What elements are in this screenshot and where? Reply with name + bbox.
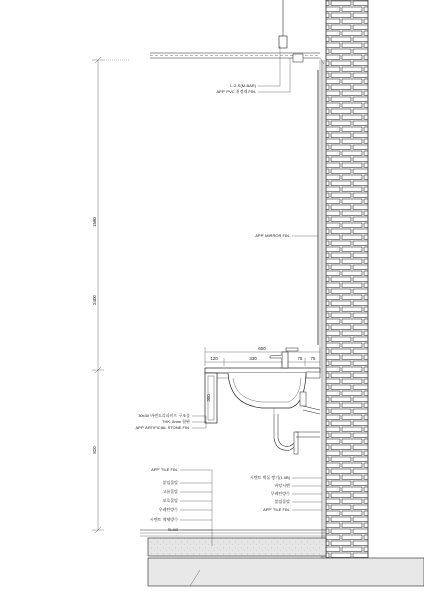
- label-mirror: APP' MIRROR FIN.: [255, 233, 290, 238]
- label-wall-adhesive: 붙임몰탈: [274, 499, 290, 504]
- label-wall-base: 바탕시멘: [274, 483, 290, 488]
- faucet: [270, 348, 298, 368]
- label-lgs: L.G.S(M-BAR): [230, 83, 256, 88]
- dim-seg-330: 330: [249, 356, 257, 361]
- label-wall-waterproof: 무레탄방수: [270, 491, 290, 496]
- label-counter-plywood: THK. 8mm 합판: [162, 419, 190, 424]
- wall-finish-layers: [320, 60, 324, 558]
- dim-mirror-height: 1580: [92, 217, 97, 227]
- dim-seg-75a: 75: [297, 356, 303, 361]
- label-floor-leveling: 고름몰탈: [162, 489, 178, 494]
- label-wall-brick: 시멘트 벽돌 쌓기(1.0B): [249, 475, 290, 480]
- dim-counter-width: 600: [258, 346, 266, 351]
- label-floor-adhesive: 붙임몰탈: [162, 480, 178, 485]
- floor-slab: [140, 530, 424, 586]
- label-wall-tile: APP' TILE FIN.: [263, 507, 290, 512]
- label-pvc-ceiling: APP' PVC 천정재 FIN.: [216, 89, 256, 94]
- dim-counter-height: 820: [92, 446, 97, 454]
- label-floor-tile: APP' TILE FIN.: [151, 467, 178, 472]
- dim-counter-depth: 300: [206, 394, 211, 402]
- leader-lines: [180, 46, 322, 546]
- vertical-dimension-lines: [92, 57, 130, 533]
- dim-seg-75b: 75: [310, 356, 316, 361]
- label-floor-cement-waterproof: 시멘트 액체방수: [149, 517, 178, 522]
- dim-overall-height: 2400: [92, 295, 97, 305]
- label-counter-frame: 30x30 바렌도각파이프 구조물: [138, 413, 190, 418]
- dim-seg-120: 120: [210, 356, 218, 361]
- label-floor-urethane: 우레탄방수: [158, 507, 178, 512]
- label-floor-slab: SLAB: [167, 527, 178, 532]
- brick-wall: [326, 0, 368, 558]
- washbasin: [228, 373, 306, 414]
- ceiling-assembly: [150, 0, 324, 64]
- label-counter-stone: APP' ARTIFICIAL STONE FIN.: [135, 425, 190, 430]
- label-floor-protect: 보호몰탈: [162, 498, 178, 503]
